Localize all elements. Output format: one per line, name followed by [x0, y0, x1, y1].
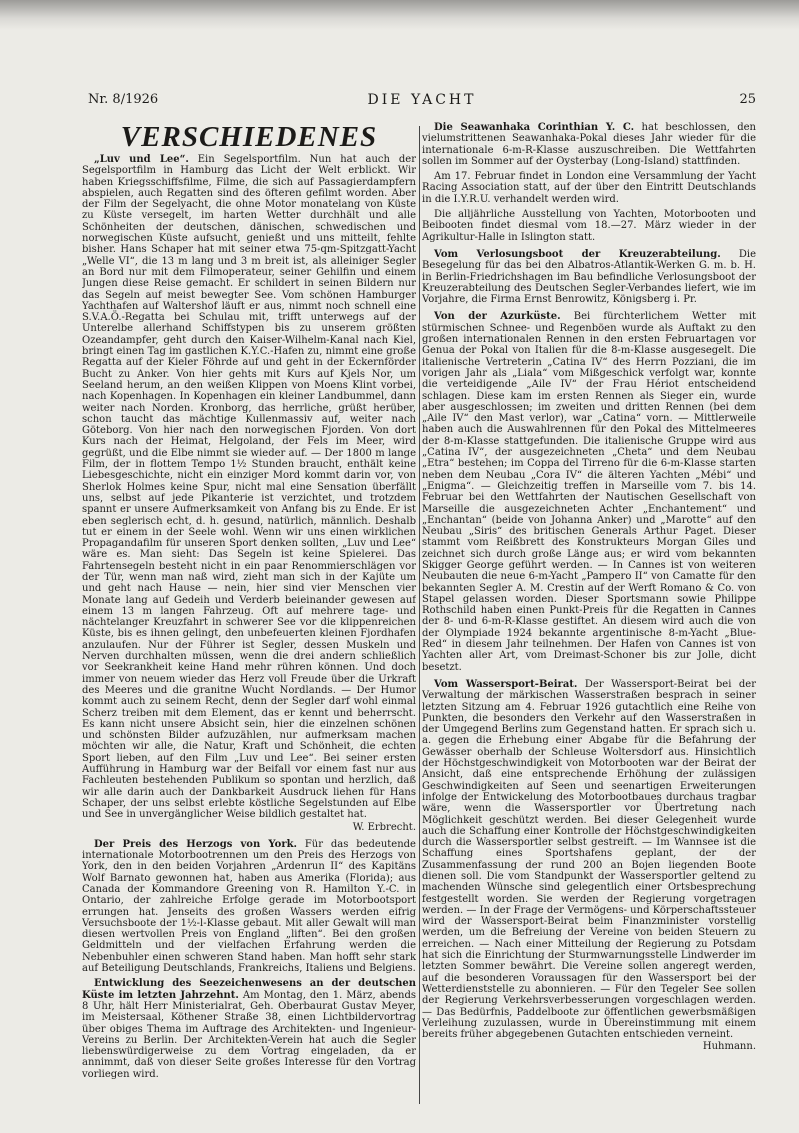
page-number: 25	[739, 92, 756, 107]
article-seezeichenwesen	[82, 978, 416, 1080]
scan-top-edge	[0, 0, 799, 30]
article-preis-herzog-york	[82, 839, 416, 975]
article-body: Der Wassersport-Beirat bei der Verwaltung der märkischen Wasserstraßen besprach in seiner letzten Sitzung am 4. Februar 1926 gutachtlich eine Reihe von Punkten, die besonders den Verkehr auf den Wasserstraßen in der Umgegend Berlins zum Gegenstand hatten. Er sprach sich u. a. gegen die Erhebung einer Abgabe für die Befahrung der Gewässer oberhalb der Schleuse Woltersdorf aus. Hinsichtlich der Höchstgeschwindigkeit von Motorbooten war der Beirat der Ansicht, daß eine entsprechende Erhöhung der zulässigen Geschwindigkeiten auf Seen und seenartigen Erweiterungen infolge der Entwickelung des Motorbootbaues durchaus tragbar wäre, wenn die Wassersportler vor Übertretung nach Möglichkeit geschützt werden. Bei dieser Gelegenheit wurde auch die Schaffung einer Kontrolle der Höchstgeschwindigkeiten durch die Wassersportler selbst gestreift. — Im Wannsee ist die Schaffung eines Sportshafens geplant, der der Zusammenfassung der rund 200 an Bojen liegenden Boote dienen soll. Die vom Standpunkt der Wassersportler geltend zu machenden Wünsche sind gelegentlich einer Ortsbesprechung festgestellt worden. Sie werden der Regierung vorgetragen werden. — In der Frage der Vermögens- und Körperschaftssteuer wird der Wassersport-Beirat beim Finanzminister vorstellig werden, um die Befreiung der Vereine von beiden Steuern zu erreichen. — Nach einer Mitteilung der Regierung zu Potsdam hat sich die Einrichtung der Sturmwarnungsstelle Lindwerder im letzten Sommer bewährt. Die Vereine sollen angeregt werden, auf die besonderen Voraussagen für den Wassersport bei der Wetterdienststelle zu abonnieren. — Für den Tegeler See sollen der Regierung Verkehrsverbesserungen vorgeschlagen werden. — Das Bedürfnis, Paddelboote zur öffentlichen gewerbsmäßigen Verleihung zuzulassen, wurde in Übereinstimmung mit einem bereits früher abgegebenen Gutachten entschieden verneint.	[422, 678, 756, 1041]
article-verlosungsboot	[422, 249, 756, 305]
article-heading: Der Preis des Herzogs von York.	[94, 838, 298, 850]
article-heading: Vom Verlosungsboot der Kreuzerabteilung.	[434, 248, 721, 260]
article-ausstellung	[422, 209, 756, 243]
issue-number: Nr. 8/1926	[88, 92, 159, 107]
article-heading: Entwicklung des Seezeichenwesens an der deutschen Küste im letzten Jahrzehnt.	[82, 978, 416, 1001]
article-body: Ein Segelsportfilm. Nun hat auch der Segelsportfilm in Hamburg das Licht der Welt erblickt. Wir haben Kriegsschiffsfilme, Filme, die sich auf Passagierdampfern abspielen, auch Regatten sind des öfteren gefilmt worden. Aber der Film der Segelyacht, die ohne Motor monatelang von Küste zu Küste versegelt, im harten Wetter durchhält und alle Schönheiten der deutschen, dänischen, schwedischen und norwegischen Küste aufsucht, genießt und uns mitteilt, fehlte bisher. Hans Schaper hat mit seiner etwa 75-qm-Spitzgatt-Yacht „Welle VI“, die 13 m lang und 3 m breit ist, als alleiniger Segler an Bord nur mit dem Filmoperateur, seiner Gehilfin und einem Jungen diese Reise gemacht. Er schildert in seinen Bildern nur das Segeln auf meist bewegter See. Vom schönen Hamburger Yachthafen auf Waltershof läuft er aus, nimmt noch schnell eine S.V.A.Ö.-Regatta bei Schulau mit, trifft unterwegs auf der Unterelbe allerhand Schiffstypen bis zu unserem größten Ozeandampfer, geht durch den Kaiser-Wilhelm-Kanal nach Kiel, bringt einen Tag im gastlichen K.Y.C.-Hafen zu, nimmt eine große Regatta auf der Kieler Föhrde auf und geht in der Eckernförder Bucht zu Anker. Von hier gehts mit Kurs auf Kjels Nor, um Seeland herum, an den weißen Klippen von Moens Klint vorbei, nach Kopenhagen. In Kopenhagen ein kleiner Landbummel, dann weiter nach Norden. Kronborg, das herrliche, grüßt herüber, schon taucht das mächtige Kullenmassiv auf, weiter nach Göteborg. Von hier nach den norwegischen Fjorden. Von dort Kurs nach der Heimat, Helgoland, der Fels im Meer, wird gegrüßt, und die Elbe nimmt sie wieder auf. — Der 1800 m lange Film, der in flottem Tempo 1½ Stunden braucht, enthält keine Liebesgeschichte, nicht ein einziger Mord kommt darin vor, von Sherlok Holmes keine Spur, nicht mal eine Sensation überfällt uns, selbst auf jede Pikanterie ist verzichtet, und trotzdem spannt er unsere Aufmerksamkeit von Anfang bis zu Ende. Er ist eben seglerisch echt, d. h. gesund, natürlich, männlich. Deshalb tut er einem in der Seele wohl. Wenn wir uns einen wirklichen Propagandafilm für unseren Sport denken sollten, „Luv und Lee“ wäre es. Man sieht: Das Segeln ist keine Spielerei. Das Fahrtensegeln besteht nicht in ein paar Renommierschlägen vor der Tür, wenn man naß wird, zieht man sich in der Kajüte um und geht nach Hause — nein, hier sind vier Menschen vier Monate lang auf Gedeih und Verderb beieinander gewesen auf einem 13 m langen Fahrzeug. Oft auf mehrere tage- und nächtelanger Kreuzfahrt in schwerer See vor die klippenreichen Küste, bis es ihnen gelingt, den unbefeuerten kleinen Fjordhafen anzulaufen. Nur der Führer ist Segler, dessen Muskeln und Nerven durchhalten müssen, wenn die drei andern schließlich vor Seekrankheit keine Hand mehr rühren können. Und doch immer von neuem wieder das Herz voll Freude über die Urkraft des Meeres und die granitne Wucht Nordlands. — Der Humor kommt auch zu seinem Recht, denn der Segler darf wohl einmal Scherz treiben mit dem Element, das er kennt und beherrscht. Es kann nicht unsere Absicht sein, hier die einzelnen schönen und schönsten Bilder aufzuzählen, nur aufmerksam machen möchten wir alle, die Natur, Kraft und Schönheit, die echten Sport lieben, auf den Film „Luv und Lee“. Bei seiner ersten Aufführung in Hamburg war der Beifall vor einem fast nur aus Fachleuten bestehenden Publikum so spontan und herzlich, daß wir alle darin auch der Dankbarkeit Ausdruck liehen für Hans Schaper, der uns selbst erlebte köstliche Segelstunden auf Elbe und See in unvergänglicher Weise bildlich gestaltet hat.	[82, 154, 416, 821]
article-body: Die Besegelung für das bei den Albatros-Atlantik-Werken G. m. b. H. in Berlin-Friedrichshagen im Bau befindliche Verlosungsboot der Kreuzerabteilung des Deutschen Segler-Verbandes liefert, wie im Vorjahre, die Firma Ernst Benrowitz, Königsberg i. Pr.	[422, 248, 756, 306]
article-body: Bei fürchterlichem Wetter mit stürmischen Schnee- und Regenböen wurde als Auftakt zu den großen internationalen Rennen in den ersten Februartagen vor Genua der Pokal von Italien für die 8-m-Klasse ausgesegelt. Die italienische Vertreterin „Catina IV“ des Herrn Pozziani, die im vorigen Jahr als „Liala“ vom Mißgeschick verfolgt war, konnte die verteidigende „Aile IV“ der Frau Hériot entscheidend schlagen. Diese kam im ersten Rennen als Sieger ein, wurde aber ausgeschlossen; im zweiten und dritten Rennen (bei dem „Aile IV“ den Mast verlor), war „Catina“ vorn. — Mittlerweile haben auch die Auswahlrennen für den Pokal des Mittelmeeres der 8-m-Klasse stattgefunden. Die italienische Gruppe wird aus „Catina IV“, der ausgezeichneten „Cheta“ und dem Neubau „Etra“ bestehen; im Coppa del Tirreno für die 6-m-Klasse starten neben dem Neubau „Cora IV“ die älteren Yachten „Mébi“ und „Enigma“. — Gleichzeitig treffen in Marseille vom 7. bis 14. Februar bei den Wettfahrten der Nautischen Gesellschaft von Marseille die ausgezeichneten Achter „Enchantement“ und „Enchantan“ (beide von Johanna Anker) und „Marotte“ auf den Neubau „Siris“ des britischen Generals Arthur Paget. Dieser stammt vom Reißbrett des Konstrukteurs Morgan Giles und zeichnet sich durch große Länge aus; er wird vom bekannten Skigger George geführt werden. — In Cannes ist von weiteren Neubauten die neue 6-m-Yacht „Pampero II“ von Camatte für den bekannten Segler A. M. Crestin auf der Werft Romano & Co. von Stapel gelassen worden. Dieser Sportsmann sowie Philippe Rothschild haben einen Punkt-Preis für die Regatten in Cannes der 8- und 6-m-R-Klasse gestiftet. An diesem wird auch die von der Olympiade 1924 bekannte argentinische 8-m-Yacht „Blue-Red“ in diesem Jahr teilnehmen. Der Hafen von Cannes ist von Yachten aller Art, vom Dreimast-Schoner bis zur Jolle, dicht besetzt.	[422, 311, 756, 673]
article-signature: W. Erbrecht.	[352, 821, 416, 833]
article-azurkueste	[422, 311, 756, 673]
right-column	[422, 122, 756, 1107]
article-yacht-racing-association	[422, 171, 756, 205]
page-header	[88, 92, 756, 114]
article-heading: „Luv und Lee“.	[94, 154, 189, 165]
article-body: hat beschlossen, den vielumstrittenen Seawanhaka-Pokal dieses Jahr wieder für die internationale 6-m-R-Klasse auszuschreiben. Die Wettfahrten sollen im Sommer auf der Oysterbay (Long-Island) stattfinden.	[422, 122, 756, 167]
column-divider	[419, 126, 420, 1104]
left-column	[82, 122, 416, 1107]
article-wassersport-beirat	[422, 679, 756, 1053]
article-heading: Vom Wassersport-Beirat.	[434, 678, 578, 690]
article-seawanhaka	[422, 122, 756, 167]
article-body: Am Montag, den 1. März, abends 8 Uhr, hält Herr Ministerialrat, Geh. Oberbaurat Gustav Meyer, im Meistersaal, Köthener Straße 38, einen Lichtbildervortrag über obiges Thema im Auftrage des Architekten- und Ingenieur-Vereins zu Berlin. Der Architekten-Verein hat auch die Segler liebenswürdigerweise zu dem Vortrag eingeladen, da er annimmt, daß von dieser Seite großes Interesse für den Vortrag vorliegen wird.	[82, 989, 416, 1080]
article-body: Die alljährliche Ausstellung von Yachten, Motorbooten und Beibooten findet diesmal vom 18.—27. März wieder in der Agrikultur-Halle in Islington statt.	[422, 209, 756, 243]
article-heading: Von der Azurküste.	[434, 311, 561, 323]
article-body: Für das bedeutende internationale Motorbootrennen um den Preis des Herzogs von York, den in den beiden Vorjahren „Ardenrun II“ des Kapitäns Wolf Barnato gewonnen hat, haben aus Amerika (Florida); aus Canada der Kommandore Greening von R. Hamilton Y.-C. in Ontario, der zahlreiche Erfolge gerade im Motorbootsport errungen hat. Jenseits des großen Wassers werden eifrig Versuchsboote der 1½-l-Klasse gebaut. Mit aller Gewalt will man diesen wertvollen Preis von England „liften“. Bei den großen Geldmitteln und der vielfachen Erfahrung werden die Nebenbuhler einen schweren Stand haben. Man hofft sehr stark auf Beteiligung Deutschlands, Frankreichs, Italiens und Belgiens.	[82, 838, 416, 975]
section-title: VERSCHIEDENES	[120, 122, 378, 153]
journal-title: DIE YACHT	[367, 92, 477, 108]
article-heading: Die Seawanhaka Corinthian Y. C.	[434, 122, 635, 133]
article-luv-und-lee	[82, 154, 416, 833]
article-body: Am 17. Februar findet in London eine Versammlung der Yacht Racing Association statt, auf der über den Eintritt Deutschlands in die I.Y.R.U. verhandelt werden wird.	[422, 171, 756, 205]
article-signature: Huhmann.	[702, 1041, 756, 1053]
